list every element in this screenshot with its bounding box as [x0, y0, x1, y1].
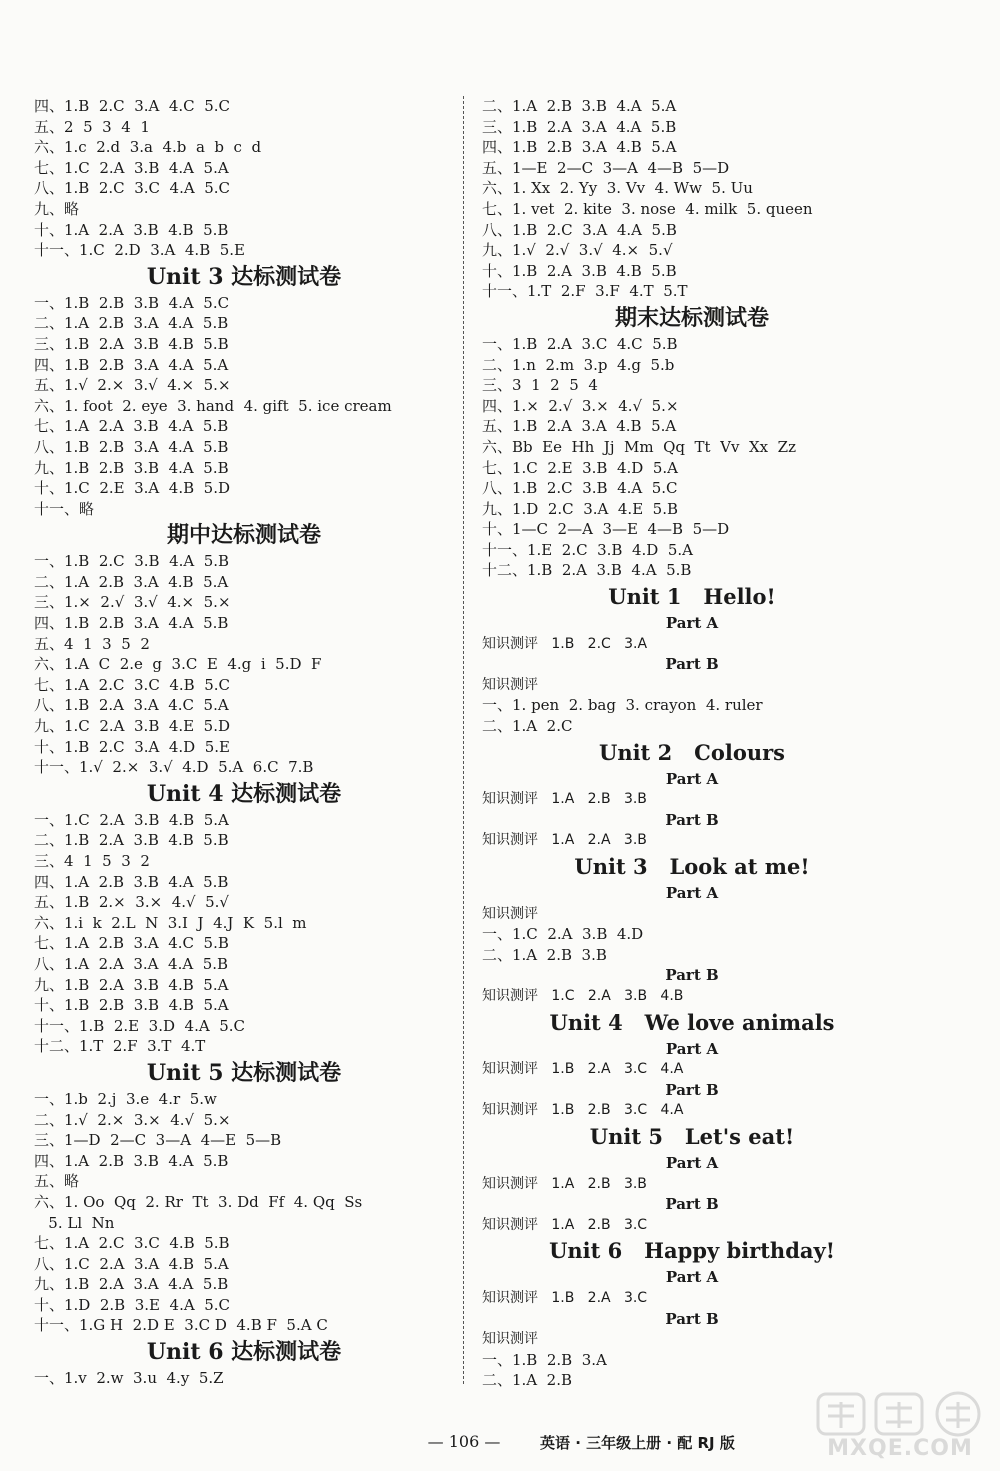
answer-line: 一、1. pen 2. bag 3. crayon 4. ruler [482, 696, 763, 715]
left-column [34, 96, 454, 1389]
part-label: Part A [665, 884, 719, 902]
answer-line: 一、1.B 2.A 3.C 4.C 5.B [482, 334, 678, 353]
answer-line: 十二、1.T 2.F 3.T 4.T [34, 1037, 206, 1056]
answer-line: 知识测评 1.A 2.B 3.B [482, 791, 647, 808]
answer-line: 六、1.i k 2.L N 3.I J 4.J K 5.l m [34, 913, 307, 932]
answer-line: 一、1.b 2.j 3.e 4.r 5.w [34, 1089, 217, 1108]
answer-line: 十、1.B 2.B 3.B 4.B 5.A [34, 996, 229, 1015]
answer-line: 十一、1.C 2.D 3.A 4.B 5.E [34, 241, 246, 260]
section-heading: 期末达标测试卷 [614, 304, 769, 331]
page-number: — 106 — [427, 1432, 501, 1451]
part-label: Part B [665, 1309, 719, 1328]
unit-heading: Unit 2 Colours [599, 739, 785, 765]
answer-line: 十、1.D 2.B 3.E 4.A 5.C [34, 1295, 231, 1314]
answer-line: 二、1.B 2.A 3.B 4.B 5.B [34, 831, 229, 850]
answer-line: 四、1.B 2.B 3.A 4.A 5.B [34, 614, 229, 633]
answer-line: 十、1.C 2.E 3.A 4.B 5.D [34, 479, 231, 498]
answer-line: 五、1.B 2.× 3.× 4.√ 5.√ [34, 893, 229, 912]
answer-line: 知识测评 1.B 2.C 3.A [482, 635, 648, 652]
section-heading: Unit 5 达标测试卷 [146, 1059, 342, 1086]
answer-line: 知识测评 1.C 2.A 3.B 4.B [482, 987, 684, 1004]
watermark-logo [812, 1390, 988, 1468]
unit-heading: Unit 1 Hello! [608, 584, 776, 610]
answer-line: 九、1.C 2.A 3.B 4.E 5.D [34, 717, 231, 736]
answer-line: 七、1.C 2.E 3.B 4.D 5.A [482, 458, 679, 477]
answer-line: 十一、1.B 2.E 3.D 4.A 5.C [34, 1016, 246, 1035]
answer-line: 一、1.B 2.B 3.A [482, 1350, 607, 1369]
answer-line: 十、1.A 2.A 3.B 4.B 5.B [34, 220, 229, 239]
answer-line: 六、1. Oo Qq 2. Rr Tt 3. Dd Ff 4. Qq Ss [34, 1192, 363, 1211]
answer-line: 八、1.B 2.B 3.A 4.A 5.B [34, 437, 229, 456]
unit-heading: Unit 5 Let's eat! [589, 1123, 795, 1149]
answer-line: 三、1—D 2—C 3—A 4—E 5—B [34, 1131, 282, 1150]
section-heading: Unit 3 达标测试卷 [146, 263, 342, 290]
answer-line: 九、1.B 2.A 3.A 4.A 5.B [34, 1275, 229, 1294]
answer-line: 四、1.× 2.√ 3.× 4.√ 5.× [482, 396, 679, 415]
answer-line: 五、4 1 3 5 2 [34, 634, 150, 653]
answer-line: 四、1.B 2.B 3.A 4.B 5.A [482, 138, 677, 157]
answer-line: 五、1.√ 2.× 3.√ 4.× 5.× [34, 376, 231, 395]
part-label: Part B [665, 1195, 719, 1214]
answer-line: 八、1.C 2.A 3.A 4.B 5.A [34, 1254, 229, 1273]
answer-line: 知识测评 [482, 905, 538, 922]
answer-line: 四、1.B 2.B 3.A 4.A 5.A [34, 355, 229, 374]
book-info: 英语 · 三年级上册 · 配 RJ 版 [540, 1434, 735, 1452]
answer-line: 三、4 1 5 3 2 [34, 852, 150, 870]
answer-line: 知识测评 [482, 1331, 538, 1348]
unit-heading: Unit 3 Look at me! [574, 854, 810, 879]
part-label: Part B [665, 966, 719, 985]
answer-line: 知识测评 1.B 2.B 3.C 4.A [482, 1102, 684, 1119]
answer-line: 六、1.c 2.d 3.a 4.b a b c d [34, 138, 262, 157]
answer-line: 一、1.v 2.w 3.u 4.y 5.Z [34, 1369, 224, 1388]
answer-line: 二、1.A 2.B 3.B 4.A 5.A [482, 97, 677, 115]
answer-line: 五、1.B 2.A 3.A 4.B 5.A [482, 417, 677, 436]
answer-line: 一、1.C 2.A 3.B 4.B 5.A [34, 810, 229, 829]
answer-line: 五、2 5 3 4 1 [34, 117, 150, 136]
answer-line: 十、1—C 2—A 3—E 4—B 5—D [482, 520, 730, 539]
answer-line: 六、1. foot 2. eye 3. hand 4. gift 5. ice cream [34, 396, 392, 415]
section-heading: Unit 6 达标测试卷 [146, 1339, 342, 1366]
answer-line: 六、Bb Ee Hh Jj Mm Qq Tt Vv Xx Zz [482, 437, 796, 456]
answer-line: 十一、1.√ 2.× 3.√ 4.D 5.A 6.C 7.B [34, 758, 314, 777]
part-label: Part A [665, 769, 719, 788]
answer-line: 知识测评 1.B 2.A 3.C 4.A [482, 1061, 684, 1078]
answer-line: 八、1.B 2.C 3.C 4.A 5.C [34, 179, 230, 198]
answer-line: 知识测评 1.B 2.A 3.C [482, 1289, 648, 1306]
answer-line: 四、1.B 2.C 3.A 4.C 5.C [34, 97, 230, 115]
answer-line: 三、1.B 2.A 3.A 4.A 5.B [482, 117, 677, 136]
column-divider [463, 96, 464, 1384]
answer-line: 九、1.D 2.C 3.A 4.E 5.B [482, 499, 679, 518]
answer-line: 九、1.√ 2.√ 3.√ 4.× 5.√ [482, 241, 673, 260]
part-label: Part A [665, 1039, 719, 1058]
answer-line: 七、1.A 2.C 3.C 4.B 5.B [34, 1234, 230, 1253]
unit-heading: Unit 6 Happy birthday! [549, 1238, 835, 1264]
answer-line: 知识测评 1.A 2.B 3.C [482, 1216, 648, 1233]
section-heading: Unit 4 达标测试卷 [146, 780, 342, 807]
answer-line: 五、略 [34, 1172, 80, 1191]
part-label: Part A [665, 1268, 719, 1287]
answer-line: 十一、1.E 2.C 3.B 4.D 5.A [482, 540, 694, 559]
answer-line: 二、1.A 2.C [482, 717, 573, 736]
answer-line: 七、1.A 2.A 3.B 4.A 5.B [34, 417, 229, 436]
answer-line: 四、1.A 2.B 3.B 4.A 5.B [34, 1151, 229, 1170]
answer-line: 三、3 1 2 5 4 [482, 376, 598, 395]
part-label: Part B [665, 1080, 719, 1099]
answer-line: 六、1.A C 2.e g 3.C E 4.g i 5.D F [34, 655, 322, 674]
answer-line: 六、1. Xx 2. Yy 3. Vv 4. Ww 5. Uu [482, 179, 753, 198]
answer-line: 二、1.A 2.B 3.B [482, 945, 607, 964]
answer-line: 一、1.B 2.B 3.B 4.A 5.C [34, 293, 230, 312]
unit-heading: Unit 4 We love animals [549, 1009, 835, 1035]
answer-line: 九、略 [34, 199, 80, 218]
answer-line: 七、1.C 2.A 3.B 4.A 5.A [34, 158, 229, 177]
answer-line: 一、1.C 2.A 3.B 4.D [482, 925, 644, 944]
answer-line: 二、1.A 2.B 3.A 4.B 5.A [34, 572, 229, 591]
answer-line: 七、1.A 2.B 3.A 4.C 5.B [34, 934, 229, 953]
answer-line: 5. Ll Nn [34, 1213, 115, 1232]
part-label: Part B [665, 655, 719, 674]
answer-line: 知识测评 1.A 2.A 3.B [482, 832, 647, 849]
part-label: Part B [665, 810, 719, 829]
part-label: Part A [665, 614, 719, 633]
answer-line: 九、1.B 2.A 3.B 4.B 5.A [34, 975, 229, 994]
answer-line: 十一、1.G H 2.D E 3.C D 4.B F 5.A C [34, 1316, 328, 1335]
answer-line: 十、1.B 2.A 3.B 4.B 5.B [482, 261, 677, 280]
answer-line: 四、1.A 2.B 3.B 4.A 5.B [34, 872, 229, 891]
answer-line: 十一、略 [34, 499, 95, 518]
answer-line: 八、1.B 2.A 3.A 4.C 5.A [34, 696, 229, 715]
answer-line: 八、1.B 2.C 3.B 4.A 5.C [482, 479, 678, 498]
answer-line: 知识测评 1.A 2.B 3.B [482, 1175, 647, 1192]
answer-line: 七、1.A 2.C 3.C 4.B 5.C [34, 675, 230, 694]
section-heading: 期中达标测试卷 [166, 522, 321, 549]
answer-line: 二、1.A 2.B [482, 1371, 573, 1390]
answer-line: 七、1. vet 2. kite 3. nose 4. milk 5. queen [482, 199, 813, 218]
answer-line: 八、1.A 2.A 3.A 4.A 5.B [34, 954, 229, 973]
answer-line: 三、1.B 2.A 3.B 4.B 5.B [34, 334, 229, 353]
answer-line: 五、1—E 2—C 3—A 4—B 5—D [482, 158, 730, 177]
answer-line: 二、1.n 2.m 3.p 4.g 5.b [482, 355, 675, 374]
answer-line: 十、1.B 2.C 3.A 4.D 5.E [34, 737, 231, 756]
answer-line: 三、1.× 2.√ 3.√ 4.× 5.× [34, 593, 231, 612]
part-label: Part A [665, 1153, 719, 1172]
watermark-seal-icon [812, 1390, 988, 1440]
answer-line: 八、1.B 2.C 3.A 4.A 5.B [482, 220, 677, 239]
answer-line: 九、1.B 2.B 3.B 4.A 5.B [34, 458, 229, 477]
answer-line: 十二、1.B 2.A 3.B 4.A 5.B [482, 561, 692, 580]
answer-line: 二、1.A 2.B 3.A 4.A 5.B [34, 314, 229, 333]
right-column [482, 96, 902, 1391]
answer-line: 一、1.B 2.C 3.B 4.A 5.B [34, 552, 230, 571]
answer-line: 知识测评 [482, 676, 538, 693]
watermark-text: MXQE.COM [827, 1436, 973, 1461]
answer-line: 二、1.√ 2.× 3.× 4.√ 5.× [34, 1110, 231, 1129]
answer-line: 十一、1.T 2.F 3.F 4.T 5.T [482, 282, 688, 301]
